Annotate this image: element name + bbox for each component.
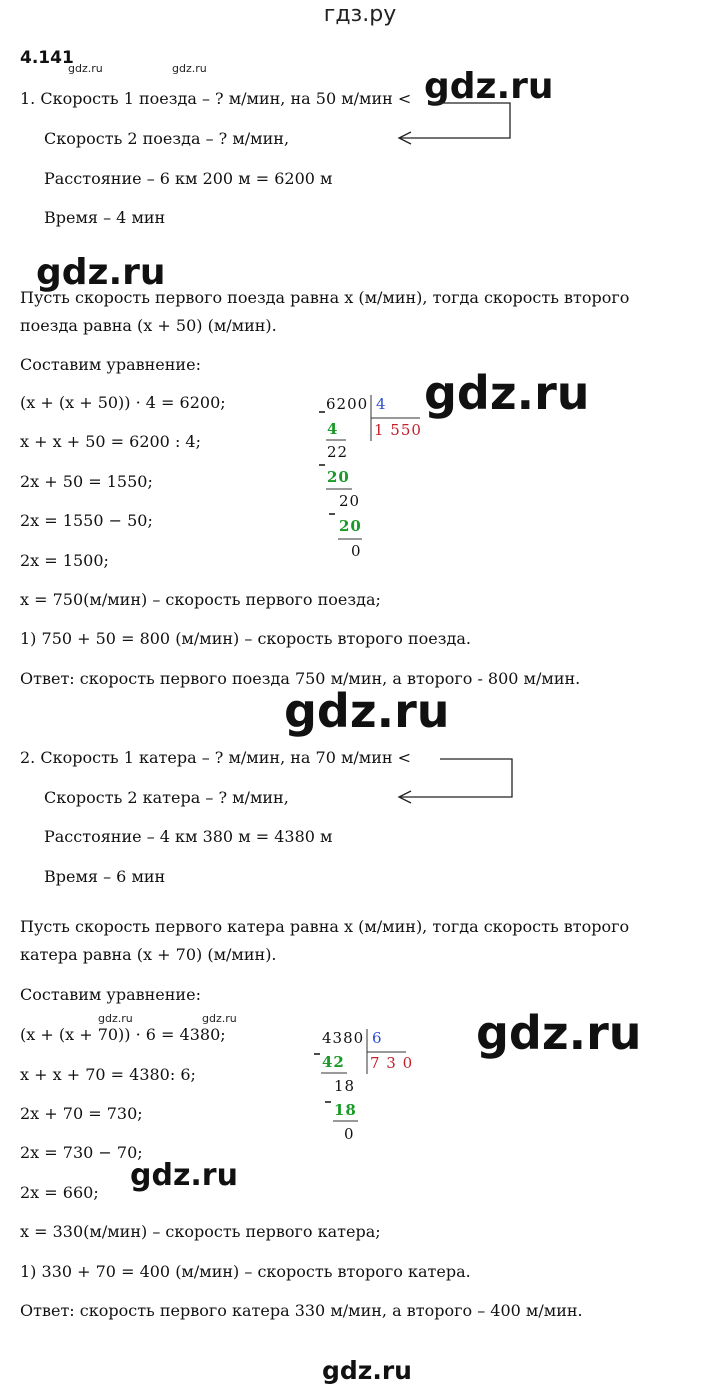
part1-eq-6: x = 750(м/мин) – скорость первого поезда;: [20, 590, 381, 609]
watermark-large: gdz.ru: [130, 1158, 238, 1193]
part1-eq-2: x + x + 50 = 6200 : 4;: [20, 432, 201, 451]
part2-division-minus-signs: [314, 1054, 331, 1102]
problem-number: 4.141: [20, 48, 74, 68]
part1-division-sub-2: 20: [327, 468, 350, 486]
part2-eq-2: x + x + 70 = 4380: 6;: [20, 1065, 196, 1084]
part2-eq-3: 2x + 70 = 730;: [20, 1104, 143, 1123]
watermark-large: gdz.ru: [476, 1006, 642, 1060]
part1-division-minus-signs: [319, 412, 335, 514]
part2-division-sub-2: 18: [334, 1101, 357, 1119]
part1-given-2: Скорость 2 поезда – ? м/мин,: [44, 129, 290, 148]
watermark-large: gdz.ru: [36, 252, 166, 293]
part1-division-sub-3: 20: [339, 517, 362, 535]
part1-compose: Составим уравнение:: [20, 355, 201, 374]
part1-eq-3: 2x + 50 = 1550;: [20, 472, 153, 491]
part2-division-sub-1: 42: [322, 1053, 345, 1071]
watermark-large: gdz.ru: [424, 366, 590, 420]
part1-given-1: 1. Скорость 1 поезда – ? м/мин, на 50 м/мин <: [20, 89, 412, 108]
watermark-small: gdz.ru: [202, 1012, 237, 1025]
part2-division-dividend: 4380: [322, 1029, 365, 1047]
part1-division-rem-1: 22: [327, 443, 349, 461]
part1-eq-1: (x + (x + 50)) · 4 = 6200;: [20, 393, 226, 412]
part2-eq-6: x = 330(м/мин) – скорость первого катера;: [20, 1222, 381, 1241]
part2-given-3: Расстояние – 4 км 380 м = 4380 м: [44, 827, 333, 846]
part1-eq-4: 2x = 1550 − 50;: [20, 511, 153, 530]
part1-step-1: 1) 750 + 50 = 800 (м/мин) – скорость второго поезда.: [20, 629, 471, 648]
part1-division-rem-3: 0: [351, 542, 362, 560]
part2-let-1: Пусть скорость первого катера равна x (м/мин), тогда скорость второго: [20, 917, 630, 936]
part2-eq-1: (x + (x + 70)) · 6 = 4380;: [20, 1025, 226, 1044]
part1-eq-5: 2x = 1500;: [20, 551, 109, 570]
part1-given-4: Время – 4 мин: [44, 208, 166, 227]
part1-let-2: поезда равна (x + 50) (м/мин).: [20, 316, 277, 335]
part2-division-divisor: 6: [372, 1029, 383, 1047]
part2-division-quotient: 7 3 0: [370, 1054, 414, 1072]
part2-division-rem-2: 0: [344, 1125, 355, 1143]
watermark-large: gdz.ru: [284, 684, 450, 738]
part1-relation-arrow: [399, 103, 510, 144]
part2-answer: Ответ: скорость первого катера 330 м/мин, а второго – 400 м/мин.: [20, 1301, 583, 1320]
part2-eq-4: 2x = 730 − 70;: [20, 1143, 143, 1162]
part2-let-2: катера равна (x + 70) (м/мин).: [20, 945, 277, 964]
watermark-large: gdz.ru: [322, 1356, 412, 1385]
part1-division-divisor: 4: [376, 395, 387, 413]
part2-division-lines: [321, 1029, 406, 1121]
part1-division-dividend: 6200: [326, 395, 369, 413]
part2-given-4: Время – 6 мин: [44, 867, 166, 886]
part1-division-rem-2: 20: [339, 492, 361, 510]
part2-step-1: 1) 330 + 70 = 400 (м/мин) – скорость второго катера.: [20, 1262, 471, 1281]
part2-given-1: 2. Скорость 1 катера – ? м/мин, на 70 м/мин <: [20, 748, 412, 767]
part2-compose: Составим уравнение:: [20, 985, 201, 1004]
part2-division-rem-1: 18: [334, 1077, 356, 1095]
part1-answer: Ответ: скорость первого поезда 750 м/мин, а второго - 800 м/мин.: [20, 669, 581, 688]
watermark-small: gdz.ru: [68, 62, 103, 75]
part1-division-quotient: 1 550: [374, 421, 422, 439]
part2-given-2: Скорость 2 катера – ? м/мин,: [44, 788, 289, 807]
site-header[interactable]: гдз.ру: [323, 2, 397, 27]
part2-relation-arrow: [399, 759, 512, 803]
part2-eq-5: 2x = 660;: [20, 1183, 99, 1202]
watermark-small: gdz.ru: [98, 1012, 133, 1025]
part1-division-lines: [326, 395, 420, 539]
part1-let-1: Пусть скорость первого поезда равна x (м/мин), тогда скорость второго: [20, 288, 630, 307]
part1-given-3: Расстояние – 6 км 200 м = 6200 м: [44, 169, 333, 188]
watermark-large: gdz.ru: [424, 66, 554, 107]
part1-division-sub-1: 4: [327, 420, 339, 438]
watermark-small: gdz.ru: [172, 62, 207, 75]
